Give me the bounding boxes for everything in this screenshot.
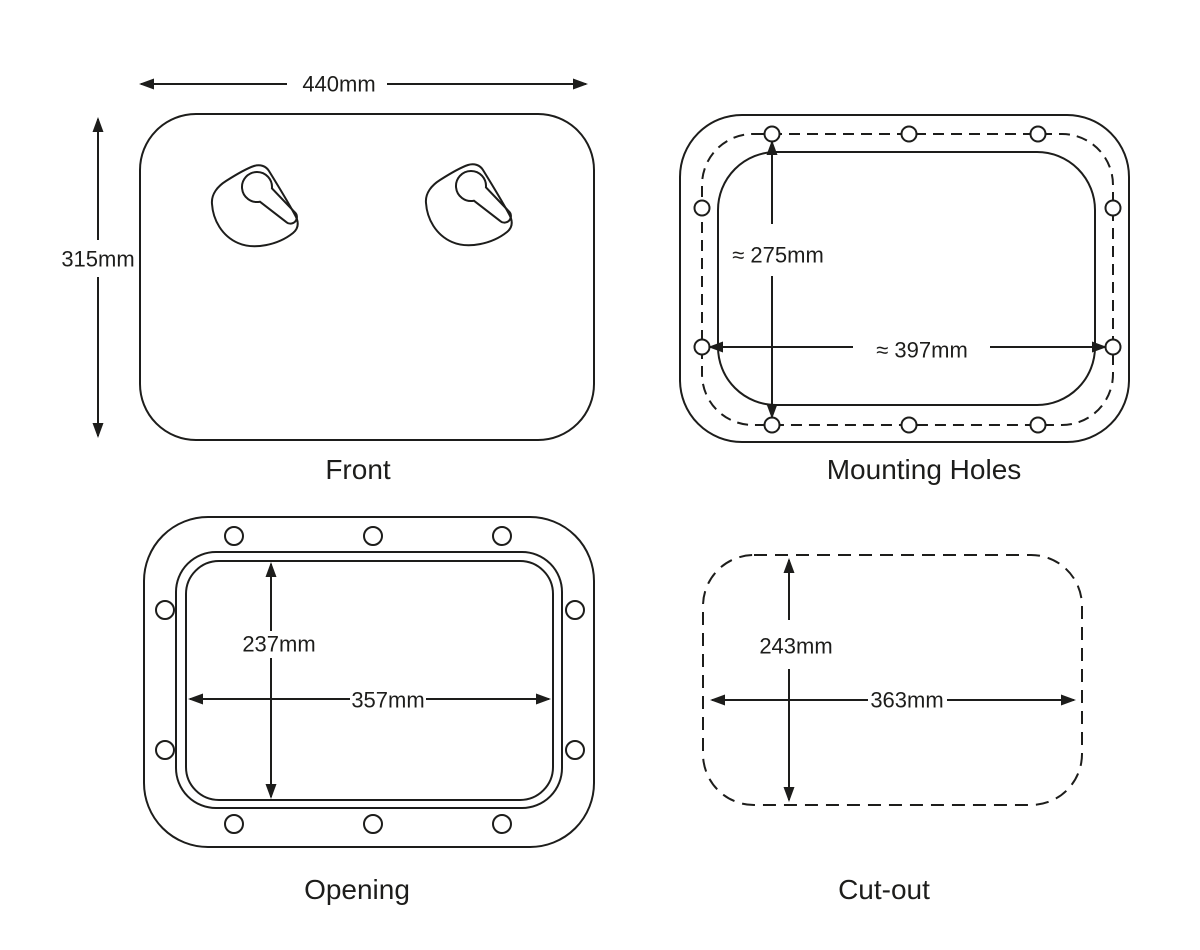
arrowhead-left-icon — [708, 342, 723, 353]
arrowhead-up-icon — [784, 558, 795, 573]
mounting-hole — [1106, 340, 1121, 355]
opening-height-dimension — [242, 562, 315, 799]
mounting-hole — [902, 418, 917, 433]
mounting-hole — [765, 418, 780, 433]
opening-rim-outer-outline — [176, 552, 562, 808]
mounting-flange-outer-outline — [680, 115, 1129, 442]
flange-hole — [225, 815, 243, 833]
cutout-caption: Cut-out — [838, 874, 930, 905]
mounting-height-dimension — [732, 140, 824, 419]
front-view — [61, 72, 594, 485]
arrowhead-right-icon — [1061, 695, 1076, 706]
cutout-dashed-outline — [703, 555, 1082, 805]
mounting-hole — [1106, 201, 1121, 216]
arrowhead-down-icon — [767, 404, 778, 419]
mounting-hole — [765, 127, 780, 142]
arrowhead-left-icon — [188, 694, 203, 705]
opening-rim-inner-outline — [186, 561, 553, 800]
latch-right-outline — [426, 164, 512, 245]
flange-hole — [156, 601, 174, 619]
latch-left-keyhole — [236, 166, 305, 233]
opening-caption: Opening — [304, 874, 410, 905]
mounting-hole — [695, 201, 710, 216]
flange-hole — [566, 601, 584, 619]
opening-flange-outer-outline — [144, 517, 594, 847]
arrowhead-left-icon — [139, 79, 154, 90]
arrowhead-up-icon — [266, 562, 277, 577]
flange-hole — [225, 527, 243, 545]
mounting-hole — [695, 340, 710, 355]
latch-right-keyhole — [450, 165, 519, 232]
arrowhead-down-icon — [266, 784, 277, 799]
arrowhead-right-icon — [573, 79, 588, 90]
bolt-circle-dashed-line — [702, 134, 1113, 425]
arrowhead-right-icon — [536, 694, 551, 705]
latch-left-outline — [212, 165, 298, 246]
mounting-width-dimension — [708, 338, 1107, 363]
arrowhead-up-icon — [93, 117, 104, 132]
flange-hole — [364, 527, 382, 545]
mounting-width-dimension-label: ≈ 397mm — [876, 337, 968, 363]
opening-width-dimension — [188, 688, 551, 713]
opening-height-dimension-label: 237mm — [242, 631, 316, 657]
mounting-holes-caption: Mounting Holes — [826, 454, 1022, 485]
cutout-width-dimension-label: 363mm — [870, 687, 944, 713]
cutout-height-dimension-label: 243mm — [759, 633, 833, 659]
front-height-dimension — [61, 117, 134, 438]
front-caption: Front — [325, 454, 391, 485]
cutout-height-dimension — [759, 558, 832, 802]
mounting-height-dimension-label: ≈ 275mm — [732, 242, 824, 268]
opening-view — [144, 517, 594, 905]
flange-hole — [493, 815, 511, 833]
mounting-holes-view — [680, 115, 1129, 485]
cutout-width-dimension — [710, 688, 1076, 713]
arrowhead-right-icon — [1092, 342, 1107, 353]
mounting-flange-inner-outline — [718, 152, 1095, 405]
flange-hole — [364, 815, 382, 833]
front-width-dimension-label: 440mm — [302, 71, 376, 97]
cutout-view — [703, 555, 1082, 905]
flange-hole — [493, 527, 511, 545]
mounting-hole — [1031, 127, 1046, 142]
mounting-hole — [1031, 418, 1046, 433]
mounting-hole — [902, 127, 917, 142]
flange-hole — [156, 741, 174, 759]
opening-flange-holes — [156, 527, 584, 833]
arrowhead-down-icon — [93, 423, 104, 438]
front-height-dimension-label: 315mm — [61, 246, 135, 272]
arrowhead-down-icon — [784, 787, 795, 802]
opening-width-dimension-label: 357mm — [351, 687, 425, 713]
mounting-holes — [695, 127, 1121, 433]
flange-hole — [566, 741, 584, 759]
arrowhead-up-icon — [767, 140, 778, 155]
arrowhead-left-icon — [710, 695, 725, 706]
front-panel-outline — [140, 114, 594, 440]
front-width-dimension — [139, 72, 588, 97]
